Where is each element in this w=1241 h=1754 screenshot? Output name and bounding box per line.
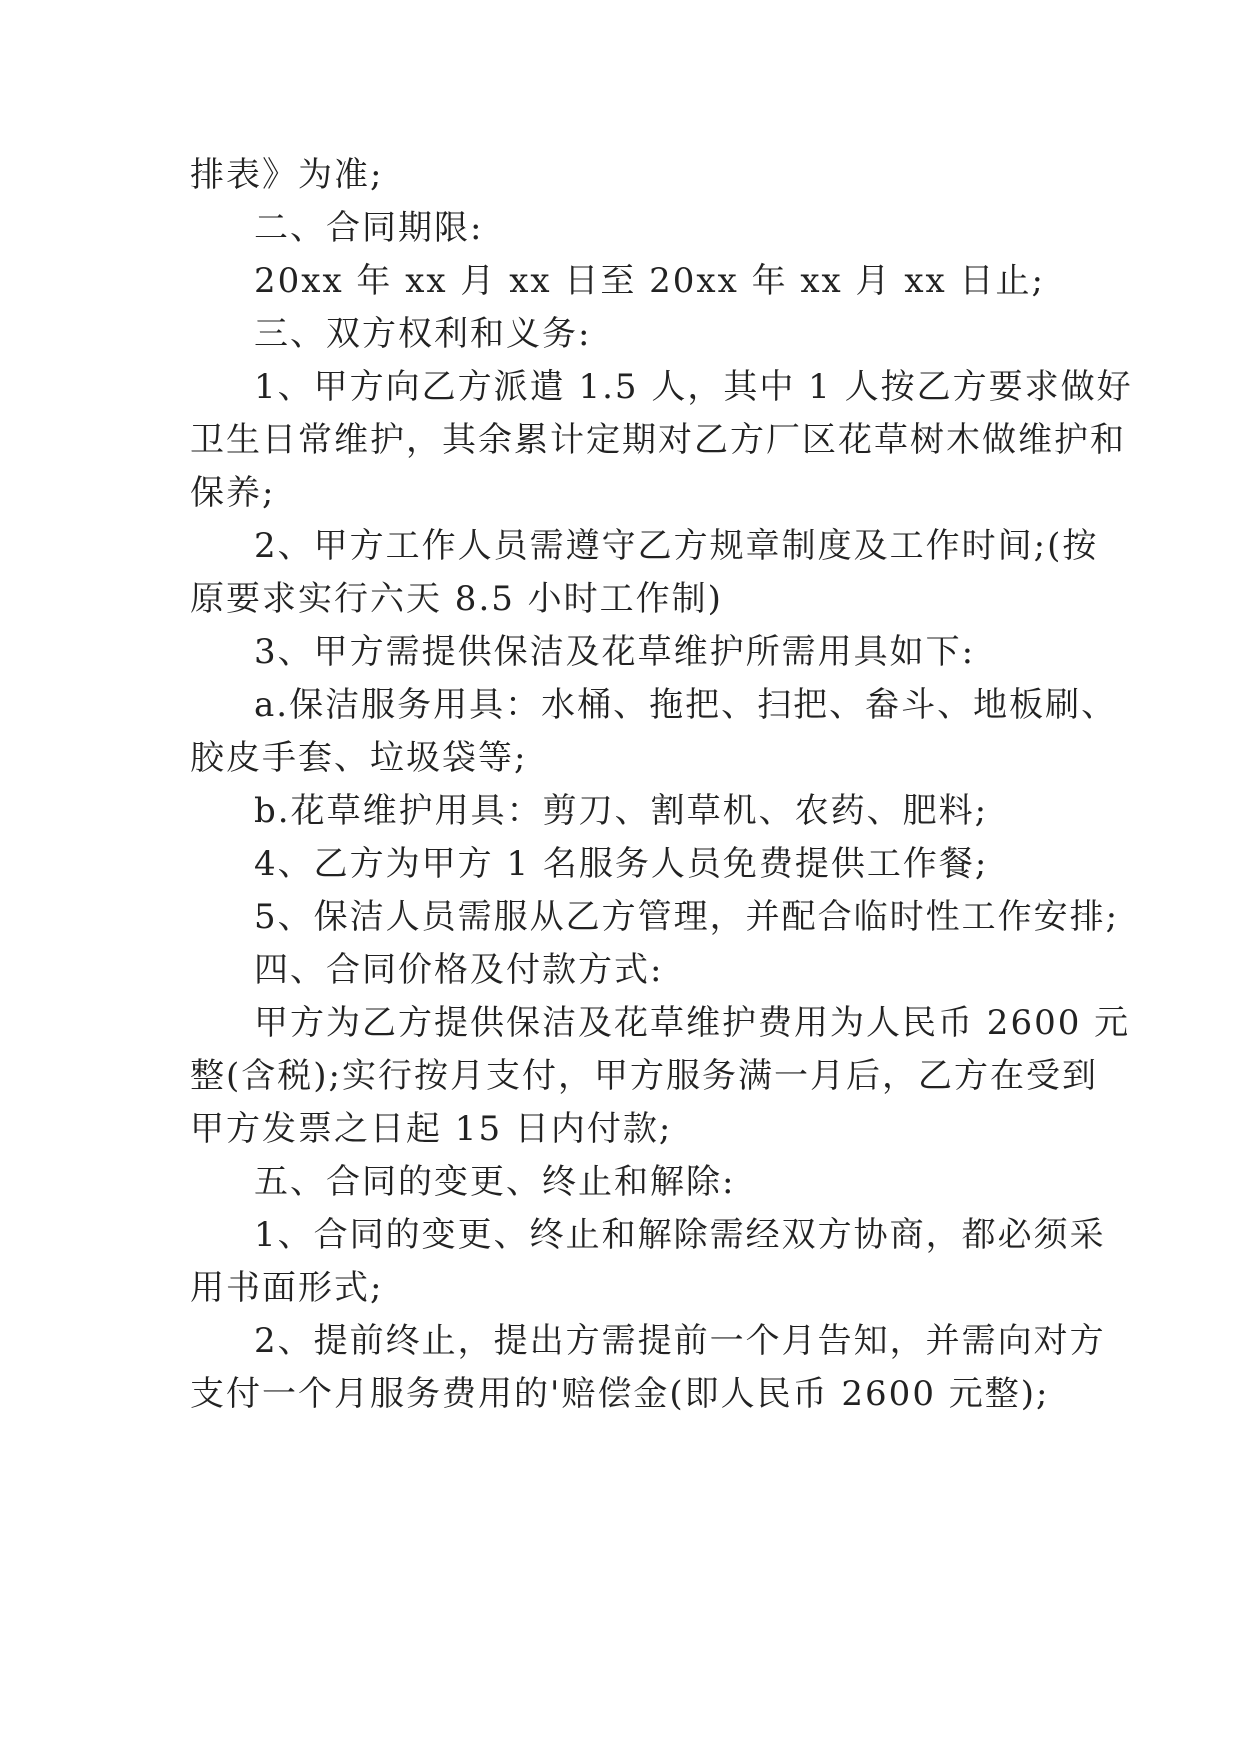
text-line: b.花草维护用具：剪刀、割草机、农药、肥料; xyxy=(254,791,989,831)
text-line: 排表》为准; xyxy=(190,155,384,195)
section-heading: 四、合同价格及付款方式: xyxy=(254,950,664,990)
text-line: 2、提前终止，提出方需提前一个月告知，并需向对方 xyxy=(254,1321,1106,1361)
text-line: 保养; xyxy=(190,473,276,513)
text-line: 支付一个月服务费用的'赔偿金(即人民币 2600 元整); xyxy=(190,1374,1050,1414)
text-line: 胶皮手套、垃圾袋等; xyxy=(190,738,528,778)
text-line: 3、甲方需提供保洁及花草维护所需用具如下: xyxy=(254,632,976,672)
text-line: 20xx 年 xx 月 xx 日至 20xx 年 xx 月 xx 日止; xyxy=(254,261,1045,301)
text-line: 1、合同的变更、终止和解除需经双方协商，都必须采 xyxy=(254,1215,1106,1255)
text-line: 原要求实行六天 8.5 小时工作制) xyxy=(190,579,723,619)
text-line: 卫生日常维护，其余累计定期对乙方厂区花草树木做维护和 xyxy=(190,420,1126,460)
text-line: 甲方为乙方提供保洁及花草维护费用为人民币 2600 元 xyxy=(254,1003,1131,1043)
section-heading: 五、合同的变更、终止和解除: xyxy=(254,1162,736,1202)
text-line: 4、乙方为甲方 1 名服务人员免费提供工作餐; xyxy=(254,844,989,884)
text-line: 甲方发票之日起 15 日内付款; xyxy=(190,1109,673,1149)
text-line: 用书面形式; xyxy=(190,1268,384,1308)
text-line: a.保洁服务用具：水桶、拖把、扫把、畚斗、地板刷、 xyxy=(254,685,1118,725)
text-line: 2、甲方工作人员需遵守乙方规章制度及工作时间;(按 xyxy=(254,526,1099,566)
text-line: 整(含税);实行按月支付，甲方服务满一月后，乙方在受到 xyxy=(190,1056,1098,1096)
text-line: 1、甲方向乙方派遣 1.5 人，其中 1 人按乙方要求做好 xyxy=(254,367,1133,407)
section-heading: 三、双方权利和义务: xyxy=(254,314,592,354)
section-heading: 二、合同期限: xyxy=(254,208,484,248)
text-line: 5、保洁人员需服从乙方管理，并配合临时性工作安排; xyxy=(254,897,1120,937)
